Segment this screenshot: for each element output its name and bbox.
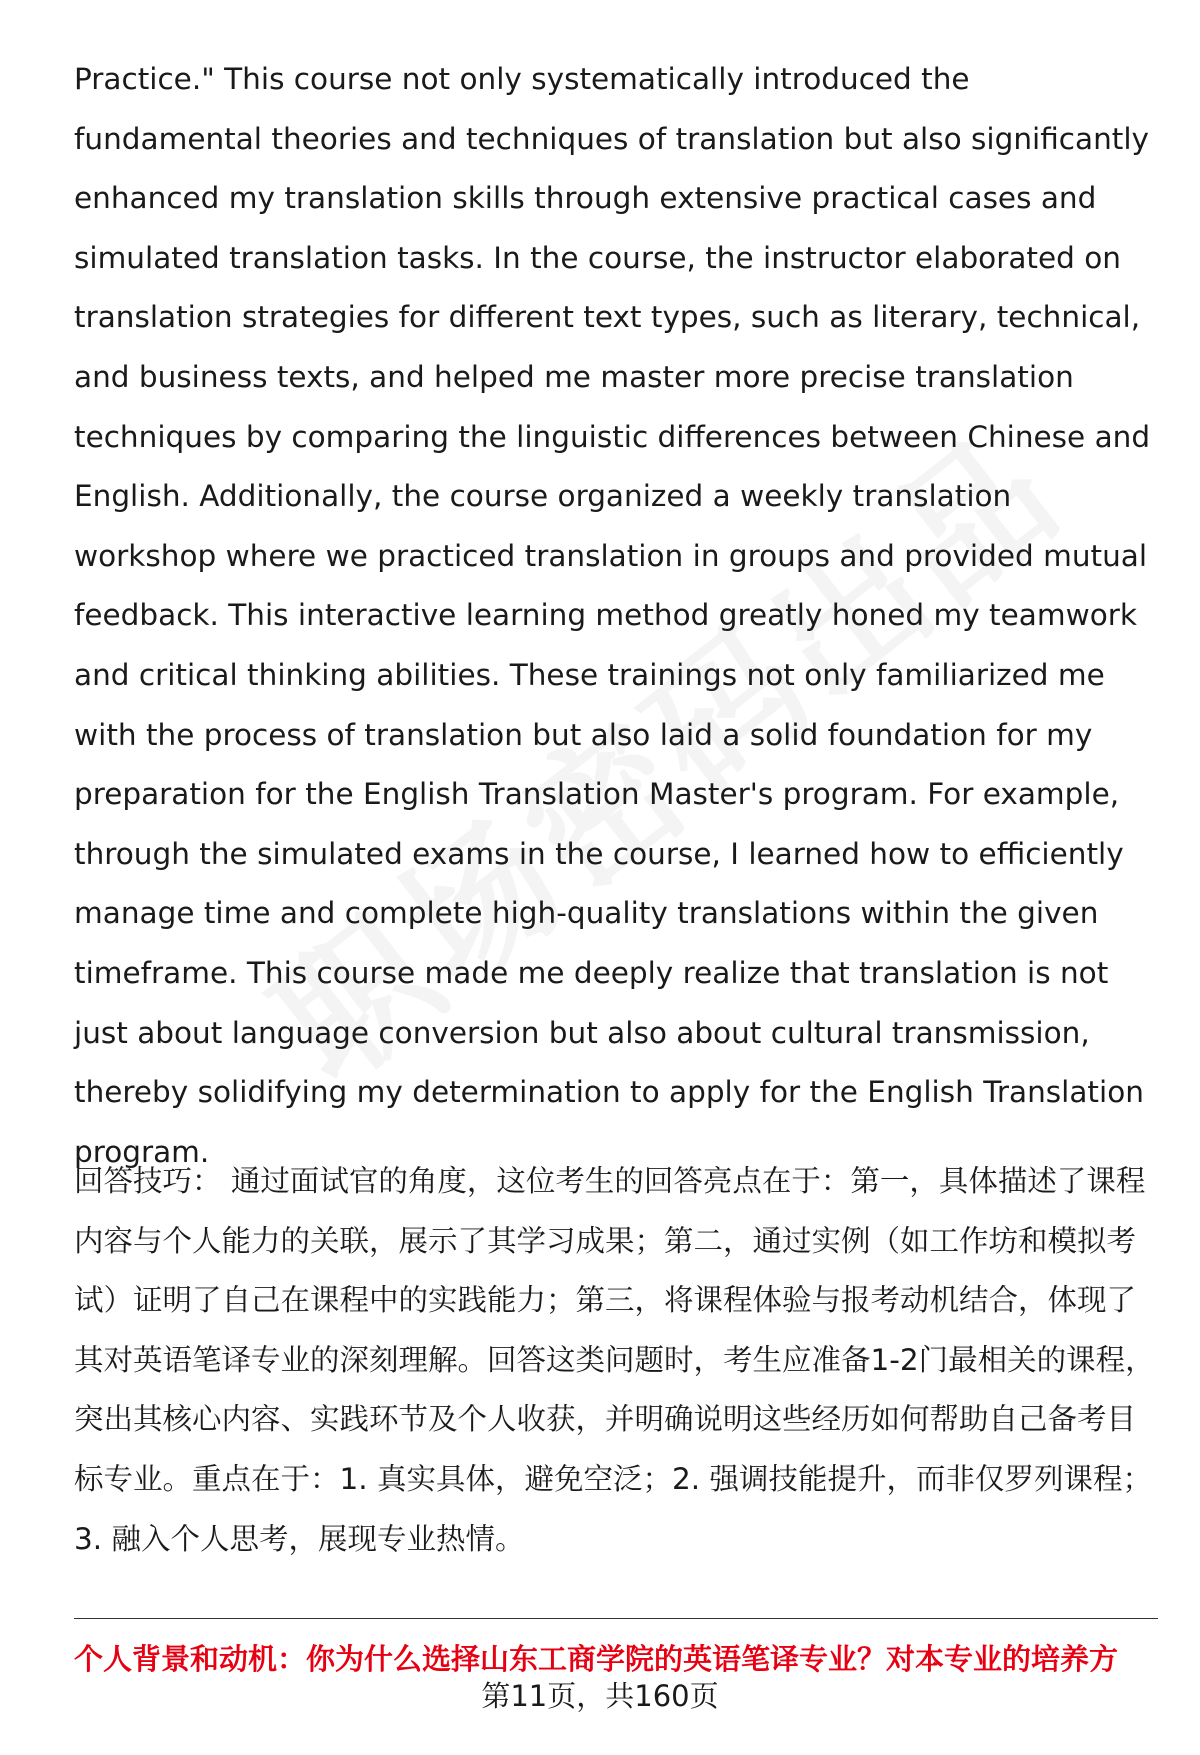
next-question-heading: 个人背景和动机：你为什么选择山东工商学院的英语笔译专业？对本专业的培养方 <box>74 1642 1119 1676</box>
page-number: 第11页，共160页 <box>481 1679 719 1713</box>
section-divider <box>74 1618 1158 1619</box>
answer-tips <box>74 1152 1160 1569</box>
tips-label: 回答技巧： <box>74 1164 222 1198</box>
answer-paragraph: Practice." This course not only systematically introduced the fundamental theories and techniques of translation but also significantly enhanced my translation skills through extensive practical cases and simulated translation tasks. In the course, the instructor elaborated on translation strategies for different text types, such as literary, technical, and business texts, and helped me master more precise translation techniques by comparing the linguistic differences between Chinese and English. Additionally, the course organized a weekly translation workshop where we practiced translation in groups and provided mutual feedback. This interactive learning method greatly honed my teamwork and critical thinking abilities. These trainings not only familiarized me with the process of translation but also laid a solid foundation for my preparation for the English Translation Master's program. For example, through the simulated exams in the course, I learned how to efficiently manage time and complete high-quality translations within the given timeframe. This course made me deeply realize that translation is not just about language conversion but also about cultural transmission, thereby solidifying my determination to apply for the English Translation program. <box>74 62 1151 1169</box>
tips-text: 通过面试官的角度，这位考生的回答亮点在于：第一，具体描述了课程内容与个人能力的关联，展示了其学习成果；第二，通过实例（如工作坊和模拟考试）证明了自己在课程中的实践能力；第三，将课程体验与报考动机结合，体现了其对英语笔译专业的深刻理解。回答这类问题时，考生应准备1-2门最相关的课程，突出其核心内容、实践环节及个人收获，并明确说明这些经历如何帮助自己备考目标专业。重点在于：1. 真实具体，避免空泛；2. 强调技能提升，而非仅罗列课程；3. 融入个人思考，展现专业热情。 <box>74 1164 1155 1556</box>
